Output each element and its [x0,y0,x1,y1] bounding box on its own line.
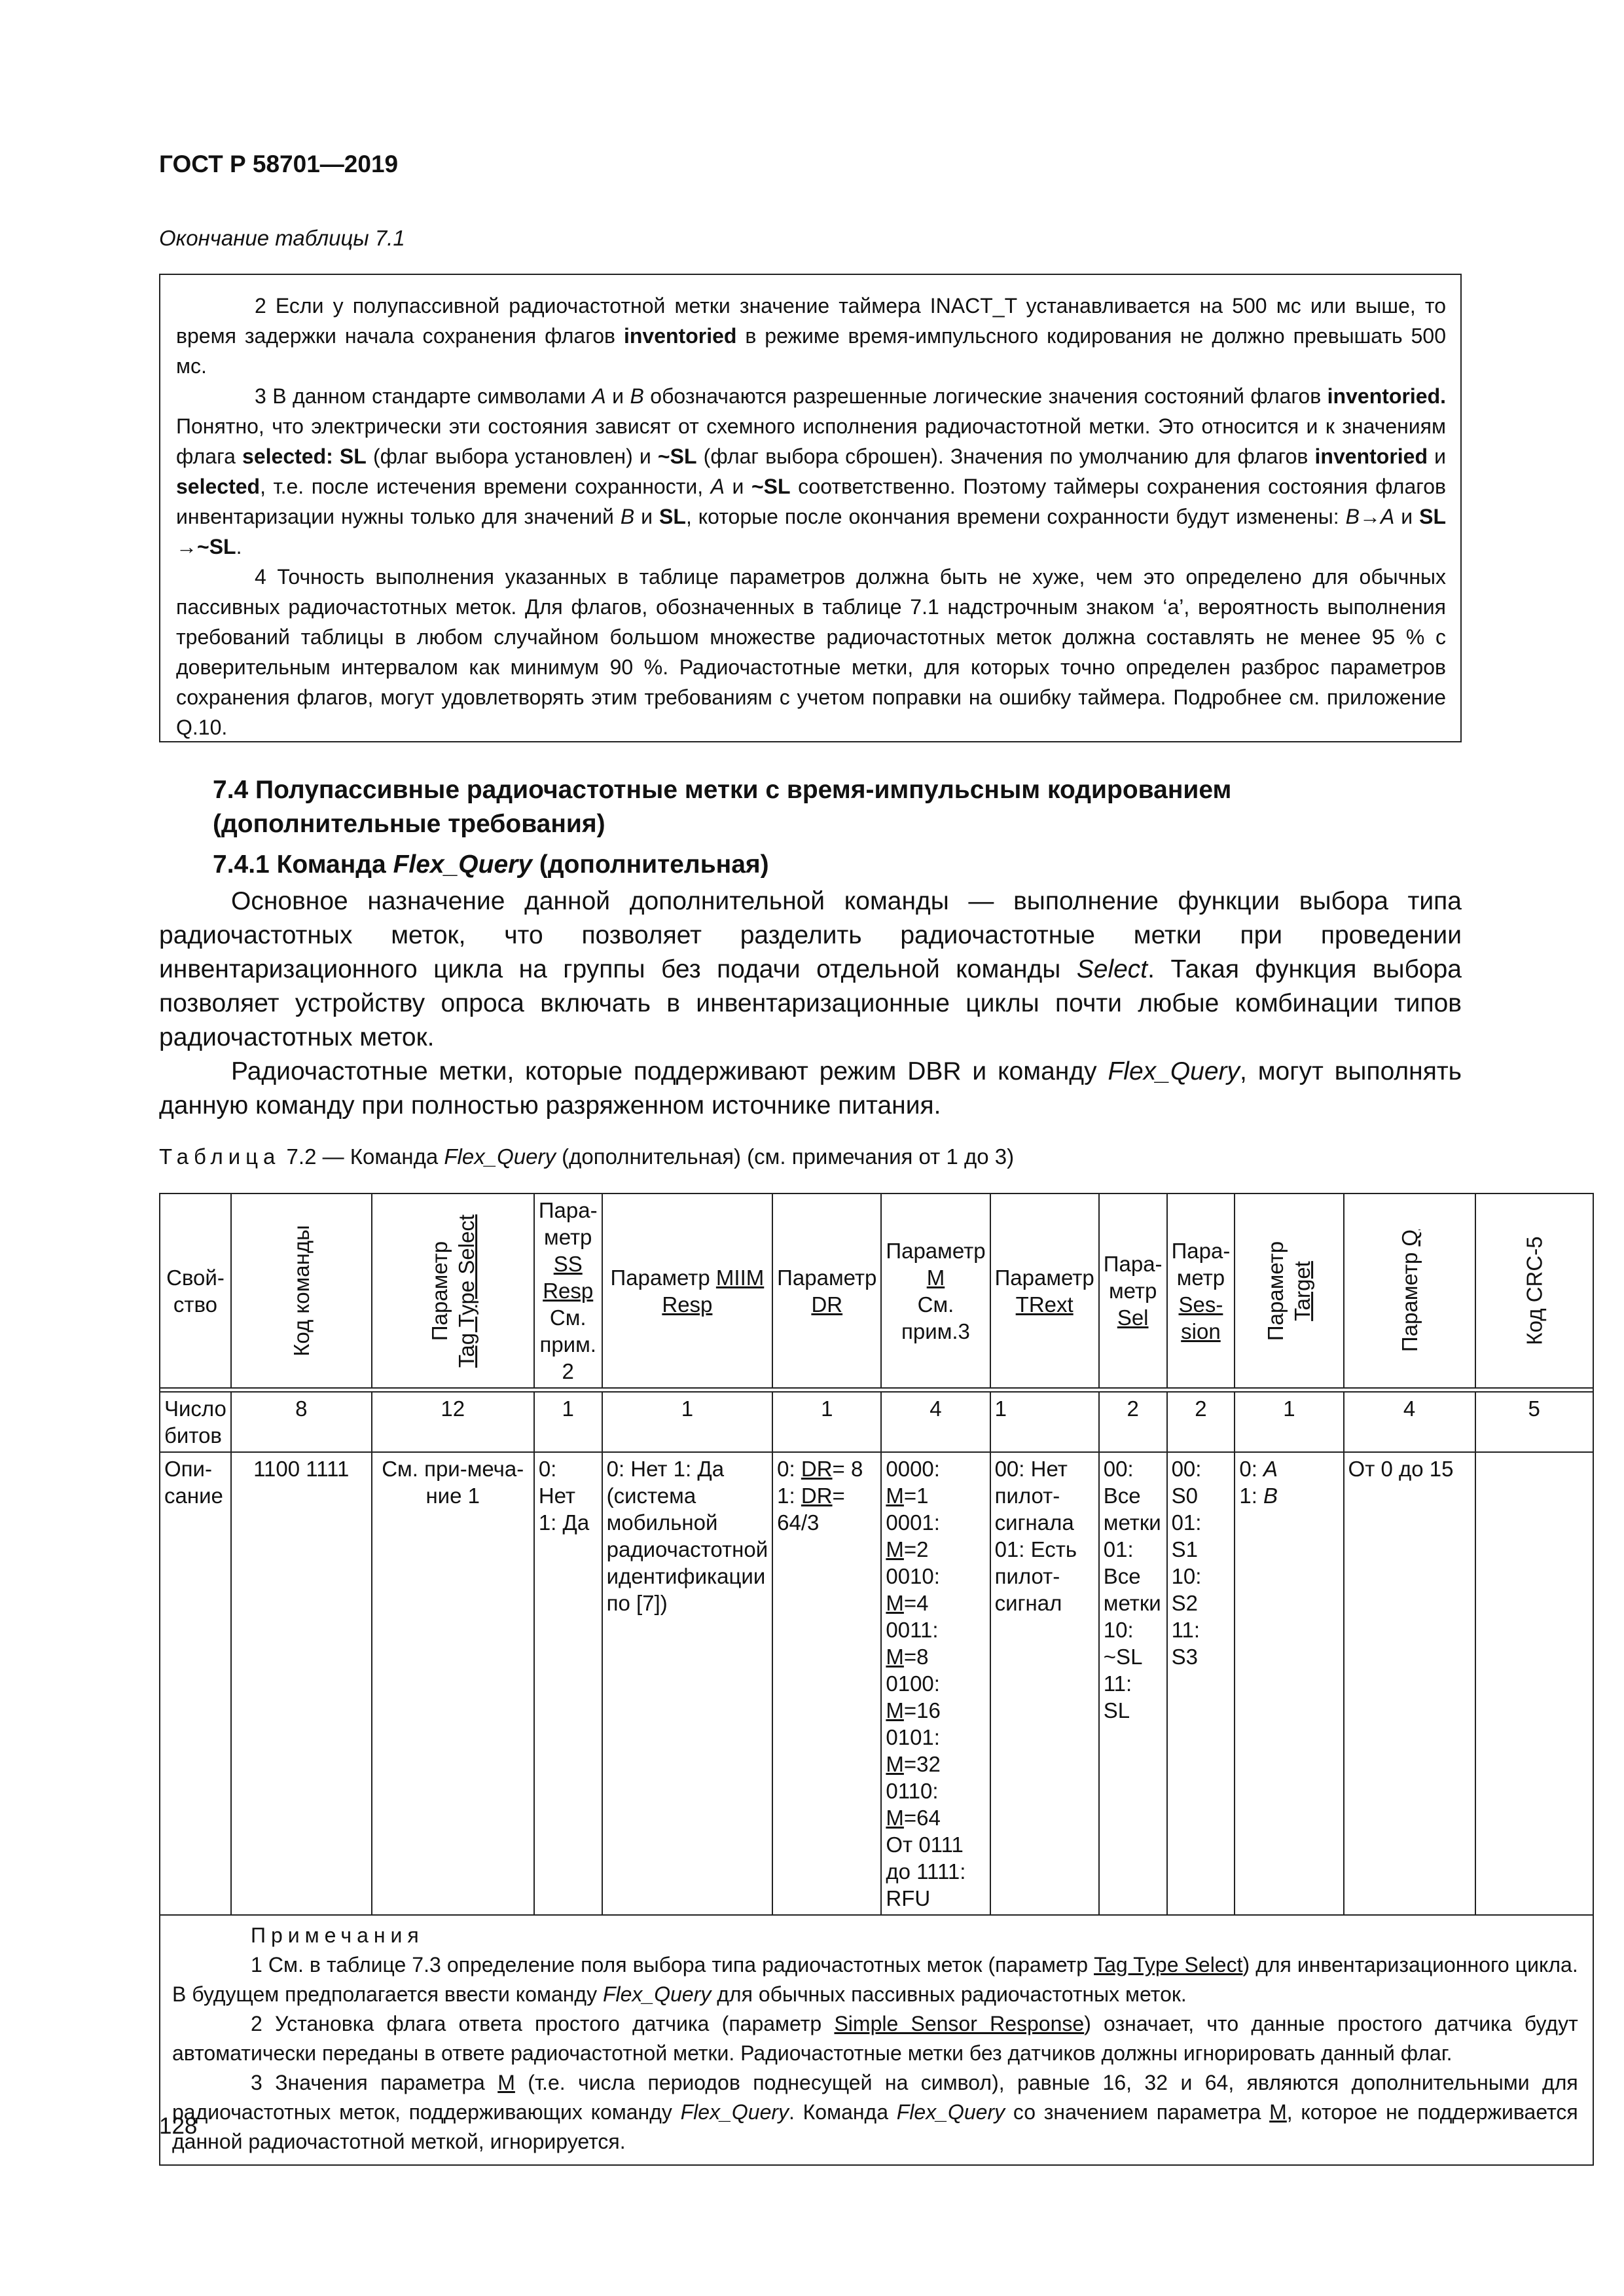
bits-label: Число битов [160,1392,231,1452]
header-sel: Пара-метр Sel [1099,1194,1167,1388]
bits-cell: 1 [534,1392,602,1452]
desc-dr: 0: DR= 8 1: DR= 64/3 [772,1452,881,1915]
header-target: Параметр Target [1235,1194,1343,1388]
table72-note-1: 1 См. в таблице 7.3 определение поля выбора типа радиочастотных меток (параметр Tag Type Select) для инвентаризационного цикла. В будущем предполагается ввести команду Flex_Query для обычных пассивных радиочастотных меток. [172,1953,1578,2006]
paragraph-main-purpose: Основное назначение данной дополнительной команды — выполнение функции выбора типа радиочастотных меток, что позволяет разделить радиочастотные метки при проведении инвентаризационного цикла на группы без подачи отдельной команды Select. Такая функция выбора позволяет устройству опроса включать в инвентаризационные циклы почти любые комбинации типов радиочастотных меток. [159,887,1462,1051]
bits-cell: 1 [772,1392,881,1452]
header-cmd-code: Код команды [231,1194,372,1388]
bits-cell: 12 [372,1392,534,1452]
bits-cell: 1 [602,1392,773,1452]
table72-header-row [160,1194,1593,1388]
header-m: Параметр M См. прим.3 [881,1194,990,1388]
header-q: Параметр Q [1344,1194,1475,1388]
desc-m: 0000: M=1 0001: M=2 0010: M=4 0011: M=8 0100: M=16 0101: M=32 0110: M=64 От 0111 до 1111: RFU [881,1452,990,1915]
header-dr: Параметр DR [772,1194,881,1388]
table72-caption: Таблица 7.2 — Команда Flex_Query (дополнительная) (см. примечания от 1 до 3) [159,1144,1015,1169]
desc-session: 00: S0 01: S1 10: S2 11: S3 [1167,1452,1235,1915]
table72-notes-title: Примечания [251,1923,424,1947]
paragraph-dbr: Радиочастотные метки, которые поддерживают режим DBR и команду Flex_Query, могут выполнять данную команду при полностью разряженном источнике питания. [159,1057,1462,1120]
desc-cmd: 1100 1111 [231,1452,372,1915]
header-property: Свой-ство [160,1194,231,1388]
table-continuation-label: Окончание таблицы 7.1 [159,226,405,250]
desc-trext: 00: Нет пилот-сигнала 01: Есть пилот-сигнал [990,1452,1099,1915]
table71-note-3: 3 В данном стандарте символами A и B обозначаются разрешенные логические значения состояний флагов inventoried. Понятно, что электрически эти состояния зависят от схемного исполнения радиочастотной метки. Это относится и к значениям флага selected: SL (флаг выбора установлен) и ~SL (флаг выбора сброшен). Значения по умолчанию для флагов inventoried и selected, т.е. после истечения времени сохранности, A и ~SL соответственно. Поэтому таймеры сохранения состояния флагов инвентаризации нужны только для значений B и SL, которые после окончания времени сохранности будут изменены: B→A и SL →~SL. [176,384,1447,558]
bits-cell: 2 [1099,1392,1167,1452]
table71-note-4: 4 Точность выполнения указанных в таблице параметров должна быть не хуже, чем это определено для обычных пассивных радиочастотных меток. Для флагов, обозначенных в таблице 7.1 надстрочным знаком ‘а’, вероятность выполнения требований таблицы в любом случайном большом множестве радиочастотных меток должна составлять не менее 95 % с доверительным интервалом как минимум 90 %. Радиочастотные метки, для которых точно определен разброс параметров сохранения флагов, могут удовлетворять этим требованиям с учетом поправки на ошибку таймера. Подробнее см. приложение Q.10. [176,565,1446,739]
header-session: Пара-метр Ses-sion [1167,1194,1235,1388]
bits-cell: 1 [1235,1392,1343,1452]
desc-crc [1475,1452,1593,1915]
header-miim-resp: Параметр MIIM Resp [602,1194,773,1388]
section-7-4-1-heading: 7.4.1 Команда Flex_Query (дополнительная) [213,850,769,879]
table72-bits-row [160,1392,1593,1452]
section-7-4-heading: 7.4 Полупассивные радиочастотные метки с время-импульсным кодированием (дополнительные требования) [213,776,1232,838]
header-tag-type-select: Параметр Tag Type Select [372,1194,534,1388]
bits-cell: 5 [1475,1392,1593,1452]
table72 [159,1193,1594,2166]
desc-target: 0: A 1: B [1235,1452,1343,1915]
page-number: 128 [159,2113,198,2139]
desc-ss: 0: Нет 1: Да [534,1452,602,1915]
header-trext: Параметр TRext [990,1194,1099,1388]
header-crc5: Код CRC-5 [1475,1194,1593,1388]
bits-cell: 4 [881,1392,990,1452]
table71-notes-box [159,274,1462,742]
table72-notes-row [160,1915,1593,2165]
desc-miim: 0: Нет 1: Да (система мобильной радиочастотной идентификации по [7]) [602,1452,773,1915]
document-id: ГОСТ Р 58701—2019 [159,151,399,177]
desc-tts: См. при-меча-ние 1 [372,1452,534,1915]
bits-cell: 4 [1344,1392,1475,1452]
bits-cell: 1 [990,1392,1099,1452]
table71-note-2: 2 Если у полупассивной радиочастотной метки значение таймера INACT_T устанавливается на 500 мс или выше, то время задержки начала сохранения флагов inventoried в режиме время-импульсного кодирования не должно превышать 500 мс. [176,294,1447,378]
bits-cell: 2 [1167,1392,1235,1452]
table72-notes [160,1915,1593,2165]
desc-sel: 00: Все метки 01: Все метки 10: ~SL 11: SL [1099,1452,1167,1915]
table72-note-2: 2 Установка флага ответа простого датчика (параметр Simple Sensor Response) означает, что данные простого датчика будут автоматически переданы в ответе радиочастотной метки. Радиочастотные метки без датчиков должны игнорировать данный флаг. [172,2012,1578,2065]
table72-desc-row [160,1452,1593,1915]
desc-label: Опи-сание [160,1452,231,1915]
desc-q: От 0 до 15 [1344,1452,1475,1915]
bits-cell: 8 [231,1392,372,1452]
table72-note-3: 3 Значения параметра M (т.е. числа периодов поднесущей на символ), равные 16, 32 и 64, являются дополнительными для радиочастотных меток, поддерживающих команду Flex_Query. Команда Flex_Query со значением параметра M, которое не поддерживается данной радиочастотной меткой, игнорируется. [172,2071,1578,2153]
header-ss-resp: Пара-метр SS Resp См. прим. 2 [534,1194,602,1388]
